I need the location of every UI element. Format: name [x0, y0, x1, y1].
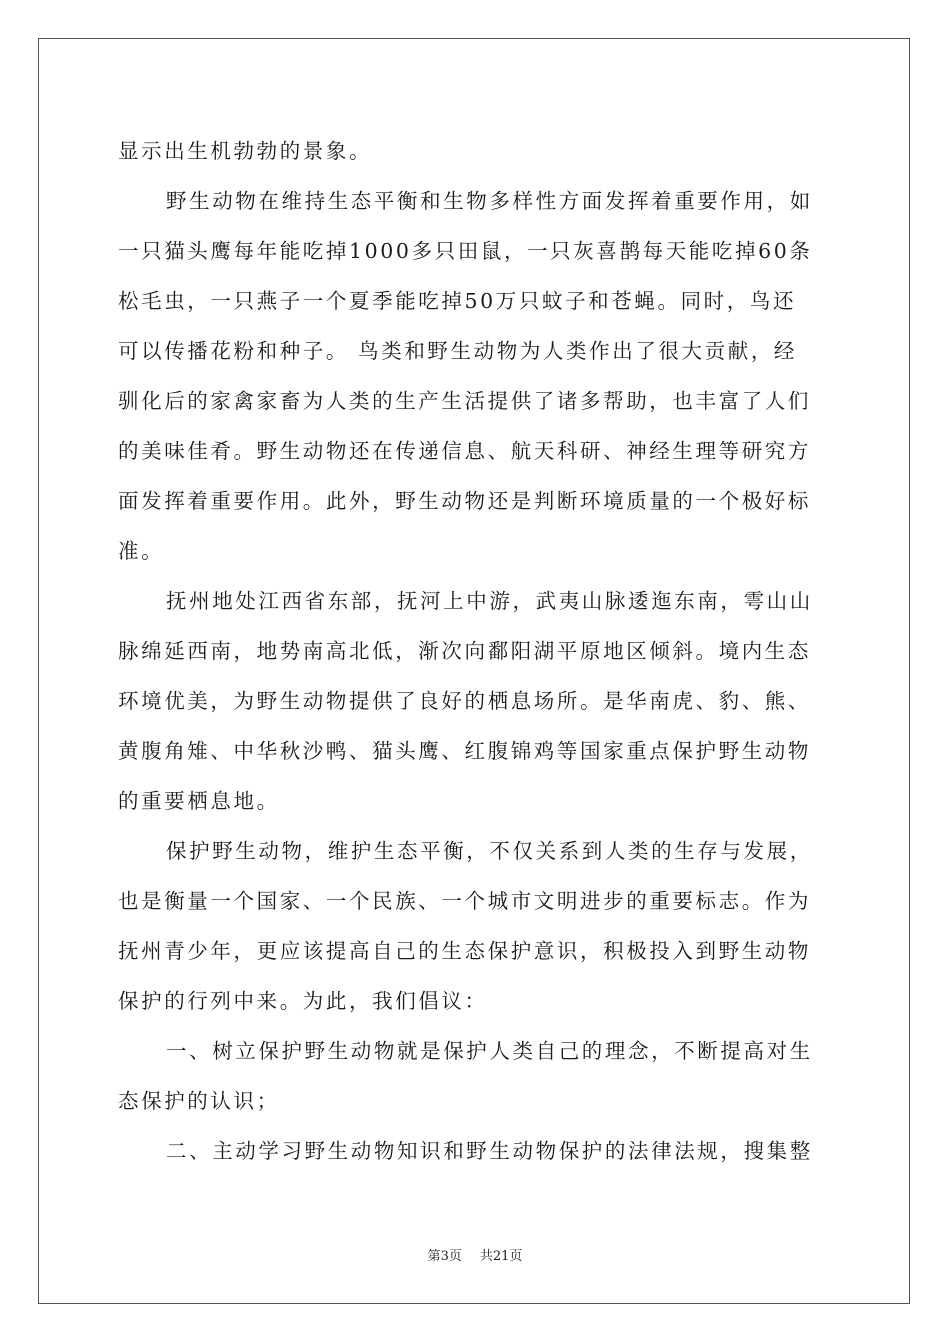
text-line: 野生动物在维持生态平衡和生物多样性方面发挥着重要作用，如	[166, 189, 813, 213]
text-line: 抚州地处江西省东部，抚河上中游，武夷山脉逶迤东南，雩山山	[166, 589, 813, 613]
page-footer	[0, 1245, 950, 1264]
text-line: 保护野生动物，维护生态平衡，不仅关系到人类的生存与发展，	[166, 839, 813, 863]
page-number: 第3页	[427, 1249, 462, 1264]
page-total: 共21页	[479, 1249, 523, 1264]
text-line: 黄腹角雉、中华秋沙鸭、猫头鹰、红腹锦鸡等国家重点保护野生动物	[118, 739, 811, 763]
text-line: 一、树立保护野生动物就是保护人类自己的理念，不断提高对生	[166, 1039, 813, 1063]
text-line: 一只猫头鹰每年能吃掉1000多只田鼠，一只灰喜鹊每天能吃掉60条	[118, 239, 813, 263]
text-line: 二、主动学习野生动物知识和野生动物保护的法律法规，搜集整	[166, 1139, 813, 1163]
text-line: 脉绵延西南，地势南高北低，渐次向鄱阳湖平原地区倾斜。境内生态	[118, 639, 811, 663]
text-line: 松毛虫，一只燕子一个夏季能吃掉50万只蚊子和苍蝇。同时，鸟还	[118, 289, 797, 313]
text-line: 也是衡量一个国家、一个民族、一个城市文明进步的重要标志。作为	[118, 889, 811, 913]
text-line: 准。	[118, 539, 165, 563]
text-line: 保护的行列中来。为此，我们倡议：	[118, 989, 488, 1013]
text-line: 面发挥着重要作用。此外，野生动物还是判断环境质量的一个极好标	[118, 489, 811, 513]
text-line: 态保护的认识；	[118, 1089, 280, 1113]
document-body	[118, 126, 834, 1176]
text-line: 的重要栖息地。	[118, 789, 280, 813]
text-line: 抚州青少年，更应该提高自己的生态保护意识，积极投入到野生动物	[118, 939, 811, 963]
text-line: 可以传播花粉和种子。 鸟类和野生动物为人类作出了很大贡献，经	[118, 339, 798, 363]
text-line: 环境优美，为野生动物提供了良好的栖息场所。是华南虎、豹、熊、	[118, 689, 811, 713]
text-line: 驯化后的家禽家畜为人类的生产生活提供了诸多帮助，也丰富了人们	[118, 389, 811, 413]
text-line: 显示出生机勃勃的景象。	[118, 139, 373, 163]
text-line: 的美味佳肴。野生动物还在传递信息、航天科研、神经生理等研究方	[118, 439, 811, 463]
